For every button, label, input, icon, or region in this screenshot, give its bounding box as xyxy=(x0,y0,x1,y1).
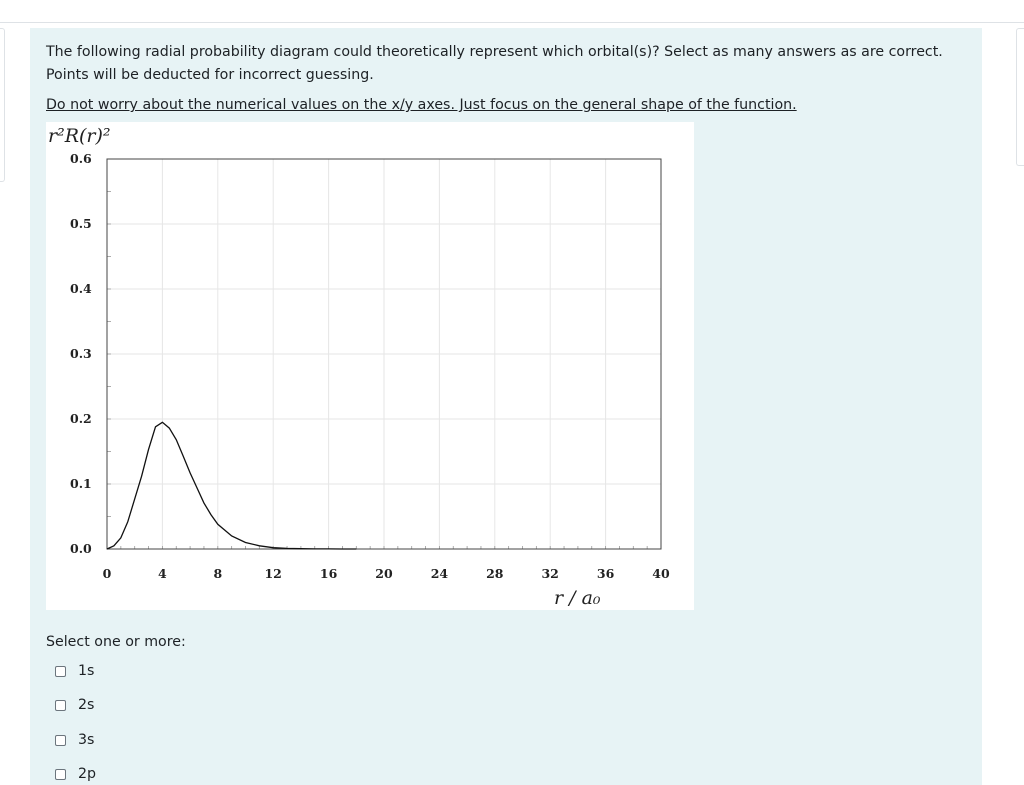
y-tick-label: 0.5 xyxy=(70,216,92,231)
x-tick-label: 12 xyxy=(264,566,282,581)
select-instruction: Select one or more: xyxy=(46,634,186,650)
option-1s[interactable] xyxy=(55,660,94,682)
y-tick-label: 0.3 xyxy=(70,346,92,361)
checkbox-2p[interactable] xyxy=(55,769,66,780)
right-panel-edge xyxy=(1016,28,1024,166)
option-label: 3s xyxy=(78,732,95,748)
question-note: Do not worry about the numerical values on the x/y axes. Just focus on the general shape of the function. xyxy=(46,97,797,113)
page-divider xyxy=(0,22,1024,23)
x-tick-label: 16 xyxy=(319,566,338,581)
option-3s[interactable] xyxy=(55,729,94,751)
y-tick-label: 0.4 xyxy=(70,281,92,296)
x-tick-label: 8 xyxy=(213,566,223,581)
y-tick-labels xyxy=(70,151,92,556)
x-tick-label: 32 xyxy=(541,566,559,581)
x-tick-label: 20 xyxy=(375,566,393,581)
radial-probability-chart xyxy=(46,122,694,610)
option-2s[interactable] xyxy=(55,694,94,716)
x-tick-label: 36 xyxy=(596,566,615,581)
option-label: 2s xyxy=(78,697,95,713)
checkbox-2s[interactable] xyxy=(55,700,66,711)
x-tick-label: 28 xyxy=(486,566,504,581)
option-label: 2p xyxy=(78,766,97,782)
x-tick-label: 24 xyxy=(430,566,449,581)
y-axis-label: r²R(r)² xyxy=(48,125,111,147)
left-panel-edge xyxy=(0,28,5,182)
y-tick-label: 0.6 xyxy=(70,151,92,166)
series-line xyxy=(107,422,356,549)
option-label: 1s xyxy=(78,663,95,679)
radial-probability-figure xyxy=(46,122,694,610)
question-box xyxy=(30,28,982,785)
y-tick-label: 0.0 xyxy=(70,541,92,556)
chart-grid xyxy=(107,159,661,549)
x-tick-label: 0 xyxy=(102,566,112,581)
checkbox-3s[interactable] xyxy=(55,735,66,746)
x-tick-labels xyxy=(103,566,670,581)
y-tick-label: 0.2 xyxy=(70,411,92,426)
y-tick-label: 0.1 xyxy=(70,476,92,491)
option-2p[interactable] xyxy=(55,763,96,785)
x-tick-label: 40 xyxy=(652,566,670,581)
x-tick-label: 4 xyxy=(158,566,167,581)
x-axis-label: r / a₀ xyxy=(554,587,601,609)
checkbox-1s[interactable] xyxy=(55,666,66,677)
question-text: The following radial probability diagram could theoretically represent which orbital(s)? Select as many answers as are correct. Points will be deducted for incorrect guessing. xyxy=(46,44,943,83)
